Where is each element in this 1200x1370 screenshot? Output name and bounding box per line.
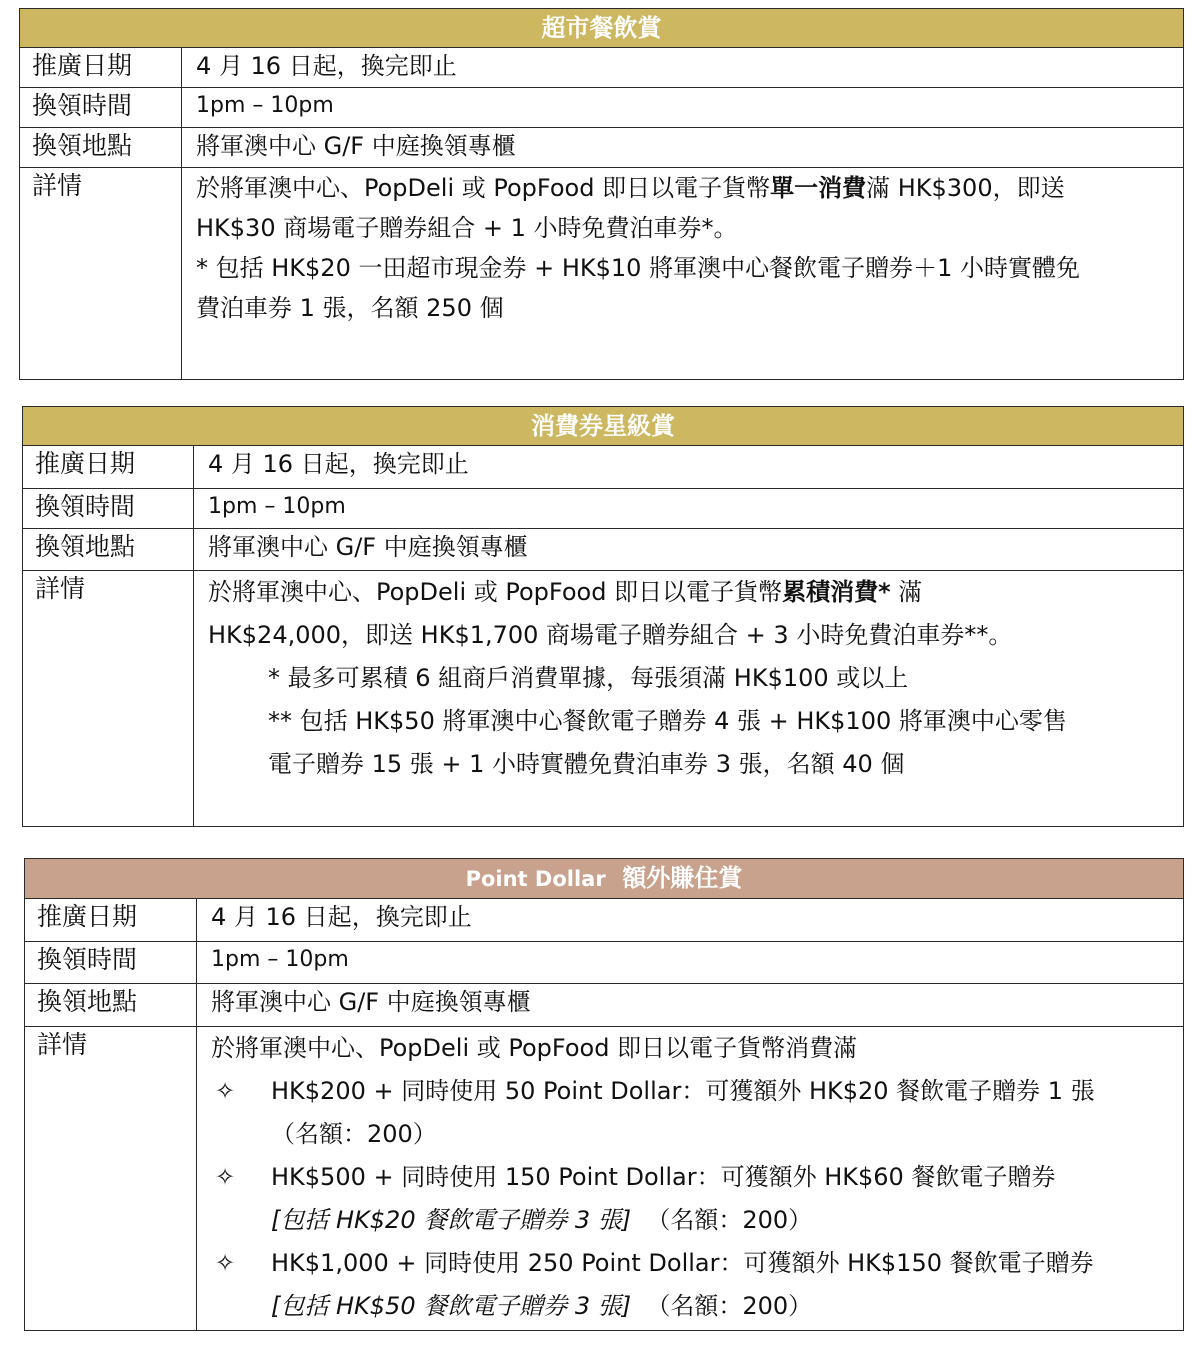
bullet-note-line bbox=[211, 1285, 1183, 1328]
row-label-date: 推廣日期 bbox=[25, 899, 197, 942]
table-title: 消費券星級賞 bbox=[23, 407, 1184, 446]
bullet-quota: （名額：200） bbox=[646, 1206, 813, 1234]
row-label-time: 換領時間 bbox=[20, 88, 182, 128]
row-label-date: 推廣日期 bbox=[23, 446, 194, 489]
row-label-detail: 詳情 bbox=[25, 1027, 197, 1331]
detail-text: 於將軍澳中心、PopDeli 或 PopFood 即日以電子貨幣 bbox=[196, 174, 771, 202]
row-value-place: 將軍澳中心 G/F 中庭換領專櫃 bbox=[197, 984, 1184, 1027]
bullet-text: HK$200 + 同時使用 50 Point Dollar：可獲額外 HK$20 餐飲電子贈券 1 張 bbox=[271, 1077, 1095, 1105]
promo-table-supermarket-dining bbox=[19, 8, 1184, 380]
row-label-place: 換領地點 bbox=[23, 529, 194, 571]
row-value-time: 1pm – 10pm bbox=[182, 88, 1184, 128]
table-title-en: Point Dollar bbox=[465, 867, 606, 891]
row-label-detail: 詳情 bbox=[20, 168, 182, 380]
detail-bullet-item bbox=[211, 1156, 1183, 1199]
detail-bold-text: 累積消費* bbox=[782, 578, 891, 606]
detail-bullet-item bbox=[211, 1242, 1183, 1285]
table-title: 超市餐飲賞 bbox=[20, 9, 1184, 48]
bullet-icon: ✧ bbox=[215, 1249, 236, 1277]
row-label-time: 換領時間 bbox=[25, 942, 197, 984]
detail-bold-text: 單一消費 bbox=[770, 174, 867, 202]
detail-line bbox=[196, 168, 1183, 208]
promo-table-voucher-star bbox=[22, 406, 1184, 827]
row-value-detail bbox=[182, 168, 1184, 380]
detail-text: 於將軍澳中心、PopDeli 或 PopFood 即日以電子貨幣 bbox=[208, 578, 783, 606]
detail-line bbox=[208, 571, 1183, 614]
row-value-place: 將軍澳中心 G/F 中庭換領專櫃 bbox=[182, 128, 1184, 168]
bullet-note: [包括 HK$20 餐飲電子贈券 3 張] bbox=[271, 1206, 632, 1234]
row-label-detail: 詳情 bbox=[23, 571, 194, 827]
detail-bullet-item bbox=[211, 1070, 1183, 1113]
bullet-icon: ✧ bbox=[215, 1163, 236, 1191]
detail-footnote: * 最多可累積 6 組商戶消費單據，每張須滿 HK$100 或以上 bbox=[268, 664, 909, 692]
row-value-date: 4 月 16 日起，換完即止 bbox=[197, 899, 1184, 942]
detail-text: 滿 bbox=[890, 578, 923, 606]
row-value-date: 4 月 16 日起，換完即止 bbox=[194, 446, 1184, 489]
bullet-text: HK$1,000 + 同時使用 250 Point Dollar：可獲額外 HK$150 餐飲電子贈券 bbox=[271, 1249, 1094, 1277]
row-label-place: 換領地點 bbox=[20, 128, 182, 168]
detail-footnote: ** 包括 HK$50 將軍澳中心餐飲電子贈券 4 張 + HK$100 將軍澳中心零售 bbox=[268, 707, 1067, 735]
detail-footnote: 電子贈券 15 張 + 1 小時實體免費泊車券 3 張，名額 40 個 bbox=[268, 750, 905, 778]
detail-line: HK$24,000，即送 HK$1,700 商場電子贈券組合 + 3 小時免費泊車券**。 bbox=[208, 621, 1013, 649]
bullet-quota: （名額：200） bbox=[271, 1120, 437, 1148]
row-label-place: 換領地點 bbox=[25, 984, 197, 1027]
detail-line: 費泊車券 1 張，名額 250 個 bbox=[196, 294, 504, 322]
row-label-time: 換領時間 bbox=[23, 489, 194, 529]
detail-line: HK$30 商場電子贈券組合 + 1 小時免費泊車券*。 bbox=[196, 214, 738, 242]
table-title bbox=[25, 859, 1184, 899]
table-title-zh: 額外賺住賞 bbox=[622, 863, 743, 892]
detail-intro: 於將軍澳中心、PopDeli 或 PopFood 即日以電子貨幣消費滿 bbox=[211, 1034, 858, 1062]
bullet-quota: （名額：200） bbox=[646, 1292, 813, 1320]
bullet-note: [包括 HK$50 餐飲電子贈券 3 張] bbox=[271, 1292, 632, 1320]
bullet-icon: ✧ bbox=[215, 1077, 236, 1105]
row-value-time: 1pm – 10pm bbox=[197, 942, 1184, 984]
bullet-note-line bbox=[211, 1199, 1183, 1242]
promo-table-point-dollar bbox=[24, 858, 1184, 1331]
detail-text: 滿 HK$300，即送 bbox=[866, 174, 1065, 202]
row-value-time: 1pm – 10pm bbox=[194, 489, 1184, 529]
row-value-detail bbox=[194, 571, 1184, 827]
row-value-detail bbox=[197, 1027, 1184, 1331]
row-label-date: 推廣日期 bbox=[20, 48, 182, 88]
row-value-date: 4 月 16 日起，換完即止 bbox=[182, 48, 1184, 88]
row-value-place: 將軍澳中心 G/F 中庭換領專櫃 bbox=[194, 529, 1184, 571]
detail-line: * 包括 HK$20 一田超市現金券 + HK$10 將軍澳中心餐飲電子贈券＋1 小時實體免 bbox=[196, 254, 1080, 282]
bullet-text: HK$500 + 同時使用 150 Point Dollar：可獲額外 HK$60 餐飲電子贈券 bbox=[271, 1163, 1056, 1191]
